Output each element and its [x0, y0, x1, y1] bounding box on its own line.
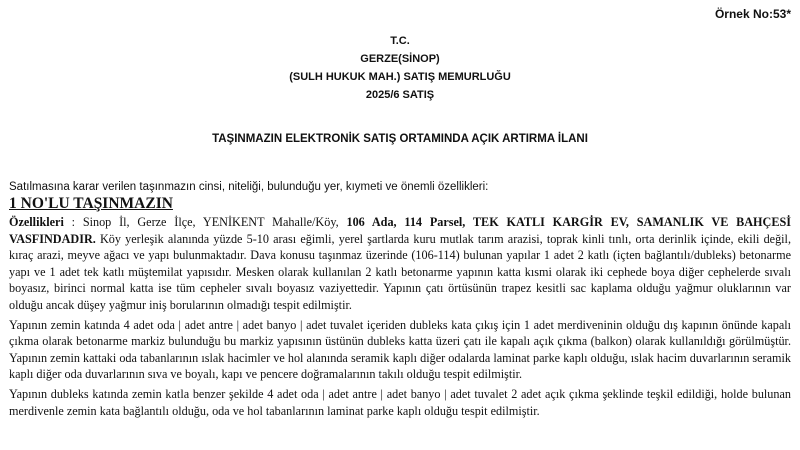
header-case-number: 2025/6 SATIŞ — [365, 89, 435, 101]
header-office: (SULH HUKUK MAH.) SATIŞ MEMURLUĞU — [289, 71, 511, 83]
intro-text: Satılmasına karar verilen taşınmazın cinsi, niteliği, bulunduğu yer, kıymeti ve önemli özellikleri: — [9, 181, 489, 193]
features-paragraph — [9, 214, 791, 314]
sample-number: Örnek No:53* — [714, 7, 791, 21]
ground-floor-paragraph: Yapının zemin katında 4 adet oda | adet antre | adet banyo | adet tuvalet içeriden dubleks kata çıkış için 1 adet merdiveninin olduğu dış kapının önünde kapalı çıkma olarak betonarme markiz bulunduğu bu markiz yapısının üstünün dubleks katta üzeri çatı ile kapalı açık çıkma (balkon) olarak kullanıldığı görülmüştür. Yapının zemin kattaki oda tabanlarının ıslak hacimler ve hol alanında seramik kaplı diğer odalarda laminat parke kaplı olduğu, ıslak hacim duvarlarının seramik kaplı diğer oda duvarlarının sıva ve boyalı, kapı ve pencere doğramalarının takılı olduğu tespit edilmiştir. — [9, 317, 791, 382]
property-description — [9, 214, 791, 422]
features-description: Köy yerleşik alanında yüzde 5-10 arası eğimli, yerel şartlarda kuru mutlak tarım arazisi, toprak kinli tınlı, orta derinlik içinde, ekili değil, kıraç arazi, meyve ağacı ve yapı bulunmaktadır. Dava konusu taşınmaz üzerinde (106-114) bulunan yapılar 1 adet 2 katlı (içten bağlantılı/dubleks) betonarme yapı ve 1 adet tek katlı müştemilat yapısıdır. Mesken olarak kullanılan 2 katlı betonarme yapının katta kısmi olarak iki cephede boya diğer cephelerde sıvalı boyasız, birinci normal katta ise tüm cepheler sıvalı boyasız vaziyettedir. Yapının çatı örtüsünün trapez kesitli sac kaplama olduğu yağmur oluklarının var olduğu ancak düşey yağmur iniş borularının olmadığı tespit edilmiştir. — [9, 231, 791, 312]
lot-heading: 1 NO'LU TAŞINMAZIN — [9, 195, 173, 212]
features-parcel: 106 Ada, 114 Parsel, TEK KATLI KARGİR EV, SAMANLIK VE BAHÇESİ VASFINDADIR. — [9, 215, 791, 246]
document-header — [0, 32, 800, 104]
features-location: : Sinop İl, Gerze İlçe, YENİKENT Mahalle/Köy, — [63, 215, 347, 229]
announcement-title: TAŞINMAZIN ELEKTRONİK SATIŞ ORTAMINDA AÇIK ARTIRMA İLANI — [212, 133, 588, 145]
duplex-floor-paragraph: Yapının dubleks katında zemin katla benzer şekilde 4 adet oda | adet antre | adet banyo | adet tuvalet 2 adet açık çıkma şeklinde teşkil edildiği, holde bulunan merdivenle zemin kata bağlantılı olduğu, oda ve hol tabanlarının laminat parke kaplı olduğu tespit edilmiştir. — [9, 386, 791, 418]
header-location: GERZE(SİNOP) — [360, 53, 440, 65]
features-label: Özellikleri — [9, 215, 64, 229]
header-tc: T.C. — [390, 35, 410, 47]
